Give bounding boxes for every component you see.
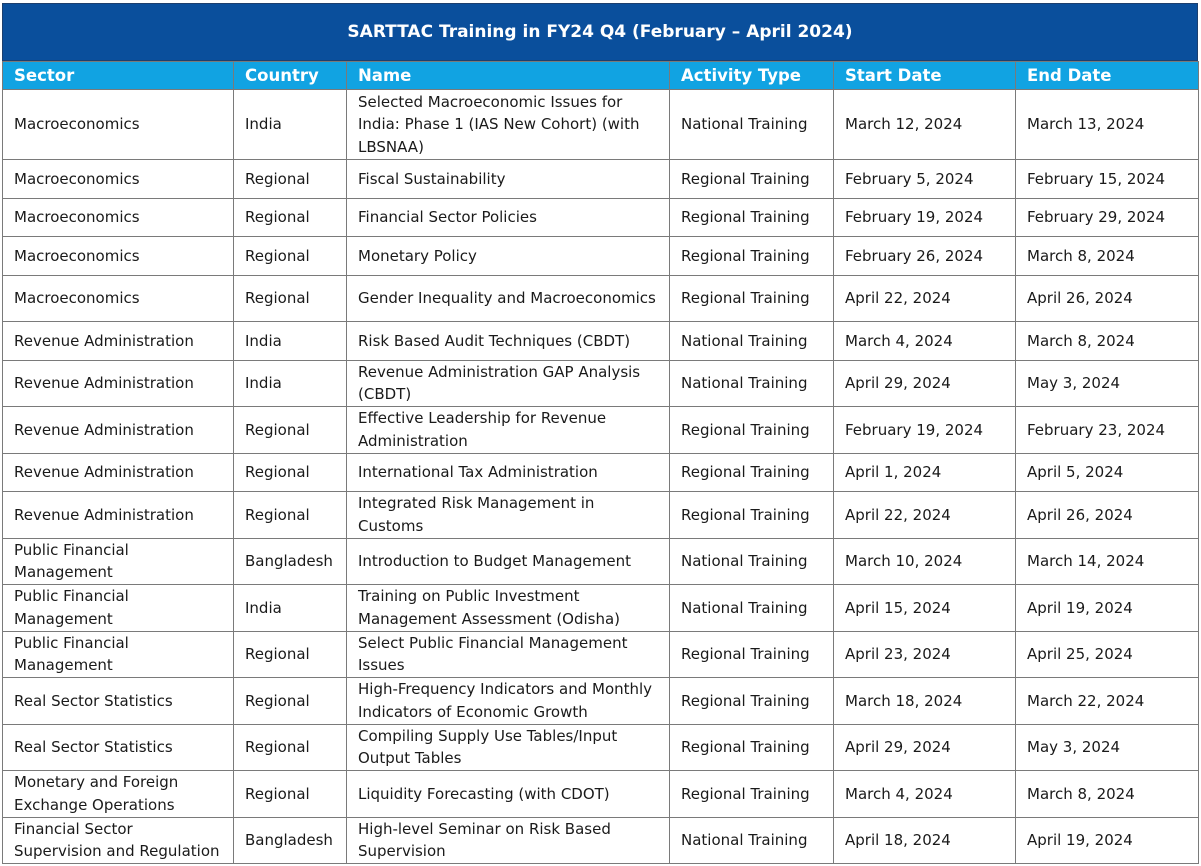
cell-country: Regional	[234, 453, 347, 492]
cell-name: High-Frequency Indicators and Monthly Indicators of Economic Growth	[347, 678, 670, 725]
cell-end-date: May 3, 2024	[1016, 360, 1199, 407]
cell-name: Effective Leadership for Revenue Administration	[347, 407, 670, 454]
column-header-name: Name	[347, 62, 670, 90]
cell-activity-type: Regional Training	[670, 407, 834, 454]
cell-activity-type: Regional Training	[670, 492, 834, 539]
cell-start-date: February 19, 2024	[834, 407, 1016, 454]
cell-activity-type: National Training	[670, 817, 834, 864]
cell-start-date: April 1, 2024	[834, 453, 1016, 492]
cell-sector: Macroeconomics	[3, 90, 234, 160]
cell-country: Regional	[234, 275, 347, 322]
cell-country: Regional	[234, 771, 347, 818]
cell-end-date: March 8, 2024	[1016, 237, 1199, 276]
cell-activity-type: Regional Training	[670, 724, 834, 771]
cell-sector: Public Financial Management	[3, 631, 234, 678]
cell-end-date: April 26, 2024	[1016, 275, 1199, 322]
cell-end-date: May 3, 2024	[1016, 724, 1199, 771]
table-row	[3, 275, 1199, 322]
cell-name: Compiling Supply Use Tables/Input Output Tables	[347, 724, 670, 771]
cell-country: Regional	[234, 724, 347, 771]
cell-sector: Real Sector Statistics	[3, 724, 234, 771]
table-row	[3, 160, 1199, 199]
column-header-country: Country	[234, 62, 347, 90]
table-row	[3, 407, 1199, 454]
cell-start-date: April 29, 2024	[834, 360, 1016, 407]
cell-activity-type: Regional Training	[670, 275, 834, 322]
cell-activity-type: Regional Training	[670, 678, 834, 725]
cell-activity-type: Regional Training	[670, 631, 834, 678]
cell-start-date: February 19, 2024	[834, 198, 1016, 237]
cell-country: Regional	[234, 407, 347, 454]
cell-activity-type: Regional Training	[670, 453, 834, 492]
cell-name: Training on Public Investment Management Assessment (Odisha)	[347, 585, 670, 632]
cell-start-date: March 4, 2024	[834, 771, 1016, 818]
cell-end-date: April 19, 2024	[1016, 817, 1199, 864]
cell-end-date: February 29, 2024	[1016, 198, 1199, 237]
cell-end-date: April 5, 2024	[1016, 453, 1199, 492]
cell-start-date: April 23, 2024	[834, 631, 1016, 678]
table-row	[3, 724, 1199, 771]
cell-start-date: April 15, 2024	[834, 585, 1016, 632]
table-row	[3, 360, 1199, 407]
cell-activity-type: Regional Training	[670, 160, 834, 199]
cell-name: Select Public Financial Management Issues	[347, 631, 670, 678]
cell-end-date: March 8, 2024	[1016, 322, 1199, 361]
table-row	[3, 538, 1199, 585]
cell-country: India	[234, 90, 347, 160]
cell-name: Financial Sector Policies	[347, 198, 670, 237]
cell-start-date: April 22, 2024	[834, 275, 1016, 322]
column-header-sector: Sector	[3, 62, 234, 90]
cell-start-date: April 29, 2024	[834, 724, 1016, 771]
cell-sector: Revenue Administration	[3, 322, 234, 361]
cell-name: Revenue Administration GAP Analysis (CBDT)	[347, 360, 670, 407]
cell-end-date: March 13, 2024	[1016, 90, 1199, 160]
cell-end-date: February 23, 2024	[1016, 407, 1199, 454]
cell-sector: Financial Sector Supervision and Regulation	[3, 817, 234, 864]
table-body	[3, 90, 1199, 864]
cell-country: Bangladesh	[234, 817, 347, 864]
cell-name: Introduction to Budget Management	[347, 538, 670, 585]
cell-sector: Revenue Administration	[3, 453, 234, 492]
cell-end-date: April 26, 2024	[1016, 492, 1199, 539]
cell-sector: Revenue Administration	[3, 360, 234, 407]
cell-start-date: April 18, 2024	[834, 817, 1016, 864]
cell-name: Monetary Policy	[347, 237, 670, 276]
cell-start-date: March 18, 2024	[834, 678, 1016, 725]
cell-end-date: March 22, 2024	[1016, 678, 1199, 725]
cell-sector: Macroeconomics	[3, 198, 234, 237]
cell-country: Regional	[234, 198, 347, 237]
cell-name: Fiscal Sustainability	[347, 160, 670, 199]
cell-start-date: March 10, 2024	[834, 538, 1016, 585]
cell-start-date: March 4, 2024	[834, 322, 1016, 361]
cell-name: Liquidity Forecasting (with CDOT)	[347, 771, 670, 818]
cell-start-date: February 5, 2024	[834, 160, 1016, 199]
cell-start-date: March 12, 2024	[834, 90, 1016, 160]
cell-activity-type: Regional Training	[670, 237, 834, 276]
cell-end-date: April 25, 2024	[1016, 631, 1199, 678]
table-row	[3, 492, 1199, 539]
cell-country: Regional	[234, 237, 347, 276]
table-row	[3, 585, 1199, 632]
training-table	[2, 61, 1199, 864]
table-row	[3, 322, 1199, 361]
cell-sector: Real Sector Statistics	[3, 678, 234, 725]
cell-country: Regional	[234, 160, 347, 199]
cell-end-date: March 8, 2024	[1016, 771, 1199, 818]
cell-sector: Public Financial Management	[3, 585, 234, 632]
table-row	[3, 771, 1199, 818]
cell-activity-type: Regional Training	[670, 198, 834, 237]
cell-country: India	[234, 322, 347, 361]
training-table-container	[2, 3, 1198, 864]
cell-activity-type: National Training	[670, 538, 834, 585]
table-row	[3, 90, 1199, 160]
cell-country: Regional	[234, 678, 347, 725]
cell-name: Risk Based Audit Techniques (CBDT)	[347, 322, 670, 361]
cell-sector: Macroeconomics	[3, 237, 234, 276]
cell-country: India	[234, 360, 347, 407]
cell-name: Selected Macroeconomic Issues for India: Phase 1 (IAS New Cohort) (with LBSNAA)	[347, 90, 670, 160]
cell-name: Gender Inequality and Macroeconomics	[347, 275, 670, 322]
cell-country: Regional	[234, 492, 347, 539]
cell-sector: Revenue Administration	[3, 492, 234, 539]
cell-name: Integrated Risk Management in Customs	[347, 492, 670, 539]
cell-activity-type: National Training	[670, 90, 834, 160]
cell-end-date: March 14, 2024	[1016, 538, 1199, 585]
cell-end-date: April 19, 2024	[1016, 585, 1199, 632]
table-title: SARTTAC Training in FY24 Q4 (February – April 2024)	[2, 3, 1198, 61]
table-row	[3, 198, 1199, 237]
cell-activity-type: Regional Training	[670, 771, 834, 818]
cell-country: Bangladesh	[234, 538, 347, 585]
column-header-end-date: End Date	[1016, 62, 1199, 90]
cell-sector: Macroeconomics	[3, 160, 234, 199]
table-row	[3, 453, 1199, 492]
column-header-start-date: Start Date	[834, 62, 1016, 90]
cell-activity-type: National Training	[670, 322, 834, 361]
cell-start-date: April 22, 2024	[834, 492, 1016, 539]
cell-country: India	[234, 585, 347, 632]
cell-name: High-level Seminar on Risk Based Supervision	[347, 817, 670, 864]
table-row	[3, 817, 1199, 864]
cell-sector: Revenue Administration	[3, 407, 234, 454]
table-row	[3, 631, 1199, 678]
cell-country: Regional	[234, 631, 347, 678]
cell-end-date: February 15, 2024	[1016, 160, 1199, 199]
column-header-activity-type: Activity Type	[670, 62, 834, 90]
cell-sector: Public Financial Management	[3, 538, 234, 585]
table-row	[3, 237, 1199, 276]
cell-start-date: February 26, 2024	[834, 237, 1016, 276]
cell-activity-type: National Training	[670, 585, 834, 632]
cell-activity-type: National Training	[670, 360, 834, 407]
cell-name: International Tax Administration	[347, 453, 670, 492]
table-row	[3, 678, 1199, 725]
cell-sector: Macroeconomics	[3, 275, 234, 322]
header-row	[3, 62, 1199, 90]
cell-sector: Monetary and Foreign Exchange Operations	[3, 771, 234, 818]
